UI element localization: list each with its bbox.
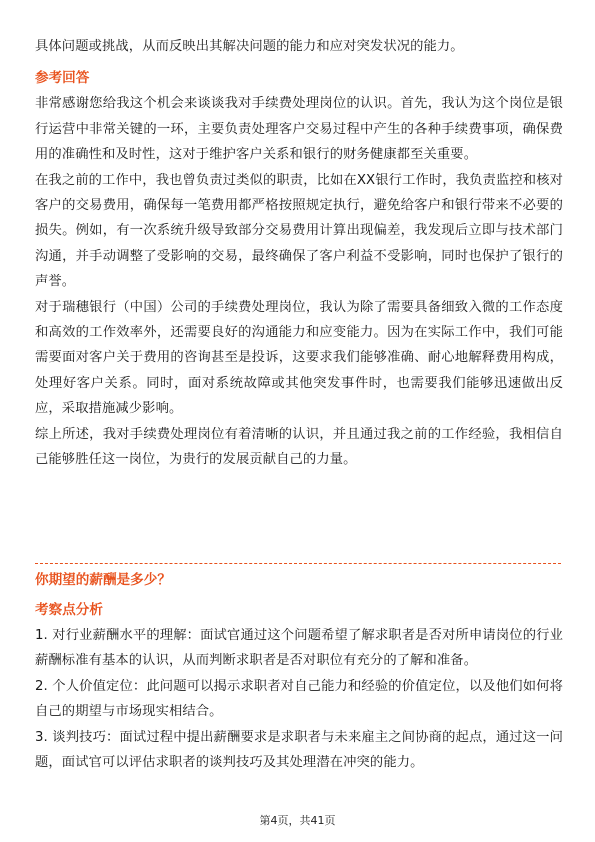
answer-paragraph: 对于瑞穗银行（中国）公司的手续费处理岗位，我认为除了需要具备细致入微的工作态度和高效的工作效率外，还需要良好的沟通能力和应变能力。因为在实际工作中，我们可能需要面对客户关于费用的咨询甚至是投诉，这要求我们能够准确、耐心地解释费用构成，处理好客户关系。同时，面对系统故障或其他突发事件时，也需要我们能够迅速做出反应，采取措施减少影响。	[35, 299, 563, 417]
answer-section	[35, 34, 563, 473]
answer-paragraph: 综上所述，我对手续费处理岗位有着清晰的认识，并且通过我之前的工作经验，我相信自己能够胜任这一岗位，为贵行的发展贡献自己的力量。	[35, 426, 563, 468]
reference-answer-heading: 参考回答	[35, 70, 90, 87]
answer-paragraph: 在我之前的工作中，我也曾负责过类似的职责，比如在XX银行工作时，我负责监控和核对客户的交易费用，确保每一笔费用都严格按照规定执行，避免给客户和银行带来不必要的损失。例如，有一次系统升级导致部分交易费用计算出现偏差，我发现后立即与技术部门沟通，并手动调整了受影响的交易，最终确保了客户利益不受影响，同时也保护了银行的声誉。	[35, 172, 563, 290]
question-title: 你期望的薪酬是多少？	[35, 572, 171, 588]
analysis-heading: 考察点分析	[35, 602, 103, 618]
page-number: 第4页，共41页	[259, 814, 336, 827]
answer-paragraph: 非常感谢您给我这个机会来谈谈我对手续费处理岗位的认识。首先，我认为这个岗位是银行运营中非常关键的一环，主要负责处理客户交易过程中产生的各种手续费事项，确保费用的准确性和及时性，这对于维护客户关系和银行的财务健康都至关重要。	[35, 96, 563, 163]
analysis-item: 3. 谈判技巧：面试过程中提出薪酬要求是求职者与未来雇主之间协商的起点，通过这一问题，面试官可以评估求职者的谈判技巧及其处理潜在冲突的能力。	[35, 729, 563, 771]
analysis-item: 1. 对行业薪酬水平的理解：面试官通过这个问题希望了解求职者是否对所申请岗位的行业薪酬标准有基本的认识，从而判断求职者是否对职位有充分的了解和准备。	[35, 628, 563, 669]
analysis-section	[35, 598, 563, 775]
intro-tail-text: 具体问题或挑战，从而反映出其解决问题的能力和应对突发状况的能力。	[35, 39, 464, 54]
section-divider	[35, 563, 561, 564]
analysis-item: 2. 个人价值定位：此问题可以揭示求职者对自己能力和经验的价值定位，以及他们如何将自己的期望与市场现实相结合。	[35, 678, 563, 720]
